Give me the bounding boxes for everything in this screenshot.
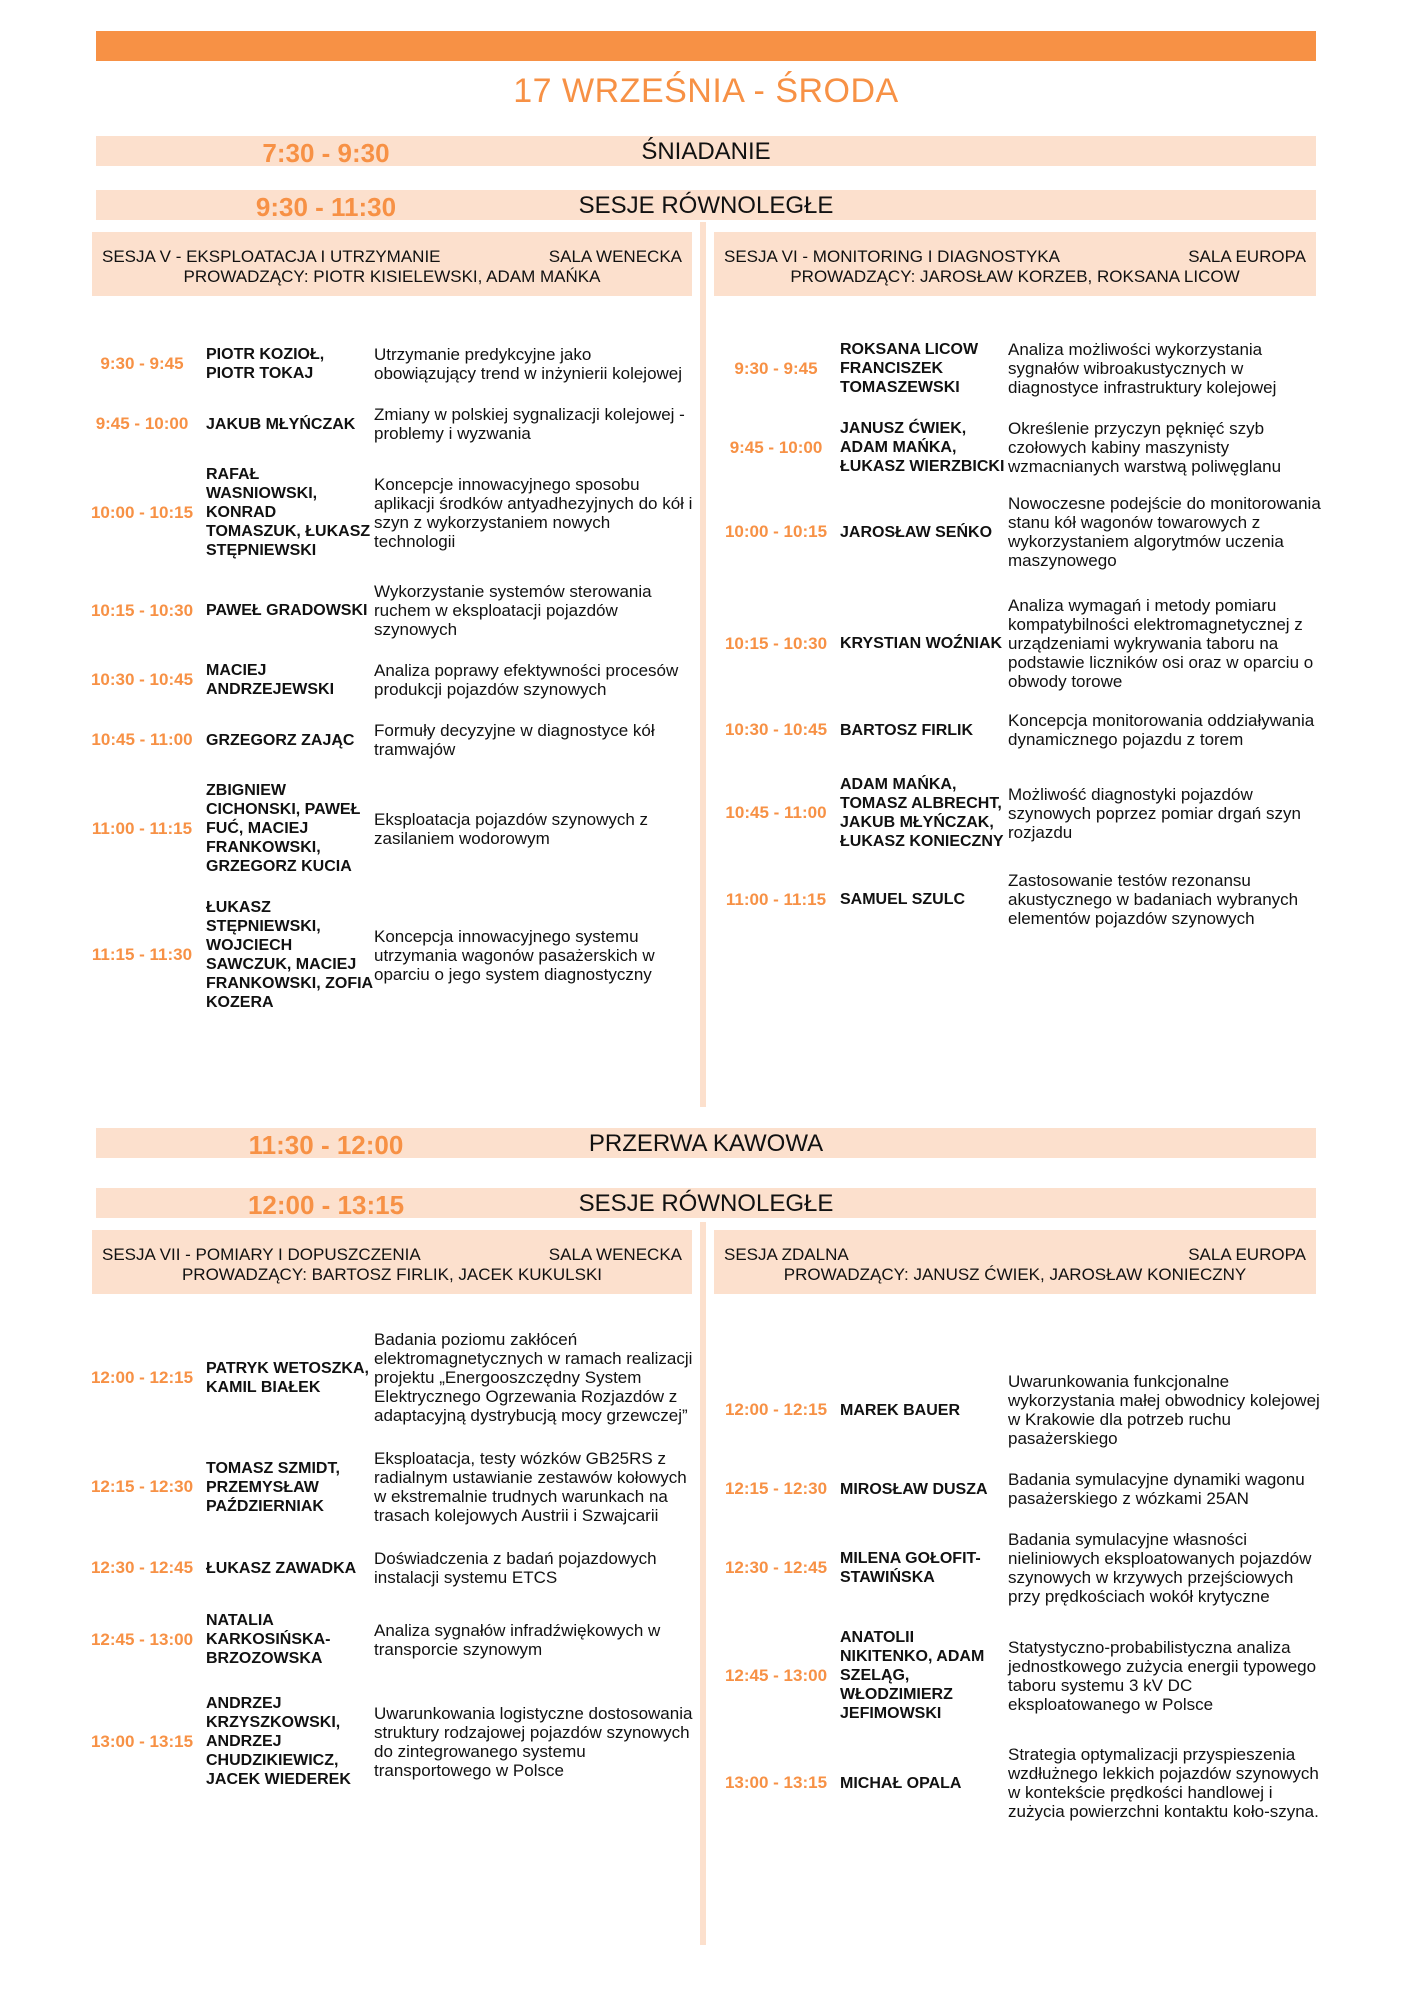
talk-authors: JANUSZ ĆWIEK, ADAM MAŃKA, ŁUKASZ WIERZBICKI	[840, 420, 1005, 475]
talk-time: 10:30 - 10:45	[90, 670, 194, 689]
talk-row	[78, 1330, 696, 1425]
band-time: 11:30 - 12:00	[248, 1130, 404, 1160]
top-accent-bar	[96, 31, 1316, 61]
talk-title: Analiza możliwości wykorzystania sygnałów wibroakustycznych w diagnostyce infrastruktury kolejowej	[1008, 340, 1277, 397]
talk-row	[78, 1549, 696, 1587]
talk-title: Analiza sygnałów infradźwiękowych w transporcie szynowym	[374, 1620, 661, 1659]
talk-title: Eksploatacja pojazdów szynowych z zasilaniem wodorowym	[374, 809, 649, 848]
talk-time: 12:45 - 13:00	[90, 1629, 194, 1649]
talk-time: 13:00 - 13:15	[90, 1731, 194, 1751]
talk-row	[78, 1449, 696, 1525]
talk-title: Nowoczesne podejście do monitorowania stanu kół wagonów towarowych z wykorzystaniem algorytmów uczenia maszynowego	[1008, 494, 1321, 570]
schedule-band-coffee-break	[96, 1128, 1316, 1158]
talk-authors: PAWEŁ GRADOWSKI	[206, 602, 368, 619]
talk-title: Doświadczenia z badań pojazdowych instalacji systemu ETCS	[374, 1549, 657, 1587]
talk-row	[78, 661, 696, 699]
talk-authors: KRYSTIAN WOŹNIAK	[840, 635, 1003, 652]
session-header-remote	[714, 1230, 1316, 1294]
talk-time: 12:00 - 12:15	[90, 1367, 194, 1387]
band-label: ŚNIADANIE	[641, 138, 771, 165]
talk-time: 12:30 - 12:45	[724, 1558, 828, 1577]
talk-authors: BARTOSZ FIRLIK	[840, 721, 974, 739]
talk-time: 10:45 - 11:00	[91, 730, 193, 749]
talk-time: 12:15 - 12:30	[90, 1477, 194, 1496]
talk-row	[712, 1530, 1322, 1606]
talk-row	[78, 582, 696, 639]
talk-authors: ŁUKASZ STĘPNIEWSKI, WOJCIECH SAWCZUK, MACIEJ FRANKOWSKI, ZOFIA KOZERA	[206, 899, 373, 1011]
talk-row	[712, 711, 1322, 749]
session-header-vi	[714, 232, 1316, 296]
talk-row	[712, 1628, 1322, 1723]
talk-row	[712, 596, 1322, 691]
talk-time: 10:00 - 10:15	[724, 522, 828, 541]
talk-authors: JAROSŁAW SEŃKO	[840, 523, 993, 541]
talk-title: Określenie przyczyn pęknięć szyb czołowych kabiny maszynisty wzmacnianych warstwą poliwęglanu	[1008, 419, 1282, 476]
talk-time: 9:30 - 9:45	[100, 354, 184, 373]
talk-row	[78, 465, 696, 560]
talk-authors: RAFAŁ WASNIOWSKI, KONRAD TOMASZUK, ŁUKASZ STĘPNIEWSKI	[206, 466, 371, 559]
session-header-v	[92, 232, 692, 296]
schedule-band-parallel-sessions	[96, 190, 1316, 220]
talk-row	[78, 781, 696, 876]
talk-row	[712, 1745, 1322, 1821]
talk-title: Badania symulacyjne dynamiki wagonu pasażerskiego z wózkami 25AN	[1008, 1470, 1305, 1508]
schedule-band-breakfast	[96, 136, 1316, 166]
session-vi-talks	[712, 340, 1322, 950]
talk-time: 10:30 - 10:45	[724, 720, 828, 739]
talk-title: Możliwość diagnostyki pojazdów szynowych poprzez pomiar drgań szyn rozjazdu	[1008, 784, 1301, 842]
talk-authors: JAKUB MŁYŃCZAK	[206, 415, 356, 433]
talk-title: Uwarunkowania logistyczne dostosowania struktury rodzajowej pojazdów szynowych do zintegrowanego systemu transportowego w Polsce	[374, 1703, 693, 1780]
talk-authors: ADAM MAŃKA, TOMASZ ALBRECHT, JAKUB MŁYŃCZAK, ŁUKASZ KONIECZNY	[840, 776, 1004, 850]
talk-row	[78, 898, 696, 1012]
session-room: SALA WENECKA	[548, 247, 682, 266]
talk-authors: PATRYK WETOSZKA, KAMIL BIAŁEK	[206, 1359, 369, 1396]
session-chairs: PROWADZĄCY: PIOTR KISIELEWSKI, ADAM MAŃKA	[183, 267, 601, 286]
talk-title: Uwarunkowania funkcjonalne wykorzystania małej obwodnicy kolejowej w Krakowie dla potrzeb ruchu pasażerskiego	[1008, 1372, 1320, 1448]
talk-time: 11:15 - 11:30	[91, 945, 193, 964]
talk-title: Koncepcja innowacyjnego systemu utrzymania wagonów pasażerskich w oparciu o jego system diagnostyczny	[374, 926, 655, 984]
talk-title: Zmiany w polskiej sygnalizacji kolejowej - problemy i wyzwania	[374, 405, 685, 443]
talk-row	[78, 405, 696, 443]
talk-time: 12:00 - 12:15	[724, 1400, 828, 1419]
day-title: 17 WRZEŚNIA - ŚRODA	[513, 72, 899, 110]
session-chairs: PROWADZĄCY: BARTOSZ FIRLIK, JACEK KUKULSKI	[181, 1265, 603, 1284]
session-name: SESJA VII - POMIARY I DOPUSZCZENIA	[102, 1245, 421, 1264]
talk-title: Eksploatacja, testy wózków GB25RS z radialnym ustawianie zestawów kołowych w ekstremalnie trudnych warunkach na trasach kolejowych Austrii i Szwajcarii	[374, 1449, 687, 1525]
talk-row	[78, 345, 696, 383]
talk-time: 12:45 - 13:00	[724, 1665, 828, 1685]
band-label: SESJE RÓWNOLEGŁE	[578, 192, 834, 219]
session-remote-talks	[712, 1372, 1322, 1843]
talk-row	[712, 494, 1322, 570]
talk-authors: MIROSŁAW DUSZA	[840, 1480, 988, 1498]
column-divider	[700, 222, 706, 1107]
talk-row	[712, 1372, 1322, 1448]
talk-authors: ANATOLII NIKITENKO, ADAM SZELĄG, WŁODZIMIERZ JEFIMOWSKI	[840, 1629, 985, 1722]
band-time: 12:00 - 13:15	[247, 1190, 405, 1220]
talk-time: 10:00 - 10:15	[90, 502, 194, 522]
talk-row	[712, 340, 1322, 397]
talk-title: Koncepcje innowacyjnego sposobu aplikacji środków antyadhezyjnych do kół i szyn z wykorzystaniem nowych technologii	[374, 474, 693, 551]
schedule-band-parallel-sessions-2	[96, 1188, 1316, 1218]
session-chairs: PROWADZĄCY: JAROSŁAW KORZEB, ROKSANA LICOW	[790, 267, 1240, 286]
talk-title: Badania poziomu zakłóceń elektromagnetycznych w ramach realizacji projektu „Energooszczędny System Elektrycznego Ogrzewania Rozjazdów z adaptacyjną dystrybucją mocy grzewczej”	[374, 1330, 693, 1425]
talk-time: 9:30 - 9:45	[734, 358, 818, 378]
talk-time: 10:15 - 10:30	[90, 600, 194, 620]
talk-authors: MACIEJ ANDRZEJEWSKI	[206, 662, 335, 698]
session-name: SESJA VI - MONITORING I DIAGNOSTYKA	[724, 247, 1060, 266]
talk-authors: SAMUEL SZULC	[840, 891, 966, 908]
talk-row	[712, 775, 1322, 851]
talk-authors: ZBIGNIEW CICHONSKI, PAWEŁ FUĆ, MACIEJ FRANKOWSKI, GRZEGORZ KUCIA	[206, 782, 361, 875]
talk-title: Analiza poprawy efektywności procesów produkcji pojazdów szynowych	[374, 661, 679, 699]
talk-title: Badania symulacyjne własności nieliniowych eksploatowanych pojazdów szynowych w krzywych przejściowych przy prędkościach wokół krytyczne	[1008, 1530, 1312, 1606]
talk-time: 13:00 - 13:15	[724, 1773, 828, 1792]
talk-row	[712, 1470, 1322, 1508]
talk-row	[78, 721, 696, 759]
talk-authors: ANDRZEJ KRZYSZKOWSKI, ANDRZEJ CHUDZIKIEWICZ, JACEK WIEDEREK	[206, 1695, 351, 1788]
talk-authors: TOMASZ SZMIDT, PRZEMYSŁAW PAŹDZIERNIAK	[206, 1459, 340, 1515]
column-divider	[700, 1222, 706, 1945]
talk-title: Utrzymanie predykcyjne jako obowiązujący trend w inżynierii kolejowej	[374, 345, 683, 383]
talk-row	[78, 1694, 696, 1789]
talk-title: Wykorzystanie systemów sterowania ruchem w eksploatacji pojazdów szynowych	[374, 582, 652, 639]
talk-authors: NATALIA KARKOSIŃSKA-BRZOZOWSKA	[206, 1612, 331, 1667]
talk-time: 12:15 - 12:30	[724, 1479, 828, 1498]
talk-row	[712, 871, 1322, 928]
talk-title: Koncepcja monitorowania oddziaływania dynamicznego pojazdu z torem	[1008, 711, 1315, 749]
talk-time: 10:45 - 11:00	[725, 803, 827, 822]
talk-time: 10:15 - 10:30	[724, 633, 828, 653]
session-room: SALA EUROPA	[1188, 247, 1306, 266]
band-time: 9:30 - 11:30	[255, 192, 397, 222]
talk-authors: GRZEGORZ ZAJĄC	[206, 731, 355, 749]
talk-title: Zastosowanie testów rezonansu akustycznego w badaniach wybranych elementów pojazdów szynowych	[1008, 871, 1299, 928]
talk-authors: MILENA GOŁOFIT-STAWIŃSKA	[840, 1550, 981, 1586]
talk-authors: MICHAŁ OPALA	[840, 1774, 962, 1792]
talk-row	[712, 419, 1322, 476]
talk-time: 11:00 - 11:15	[725, 889, 827, 909]
session-chairs: PROWADZĄCY: JANUSZ ĆWIEK, JAROSŁAW KONIECZNY	[783, 1265, 1247, 1284]
session-vii-talks	[78, 1330, 696, 1813]
session-name: SESJA ZDALNA	[724, 1245, 849, 1264]
talk-title: Formuły decyzyjne w diagnostyce kół tramwajów	[374, 721, 655, 759]
session-room: SALA WENECKA	[548, 1245, 682, 1264]
session-name: SESJA V - EKSPLOATACJA I UTRZYMANIE	[102, 247, 441, 266]
talk-time: 11:00 - 11:15	[91, 818, 193, 838]
talk-authors: ROKSANA LICOW FRANCISZEK TOMASZEWSKI	[840, 341, 979, 396]
session-v-talks	[78, 345, 696, 1034]
session-room: SALA EUROPA	[1188, 1245, 1306, 1264]
talk-row	[78, 1611, 696, 1668]
talk-title: Statystyczno-probabilistyczna analiza jednostkowego zużycia energii typowego taboru systemu 3 kV DC eksploatowanego w Polsce	[1008, 1637, 1317, 1714]
band-label: SESJE RÓWNOLEGŁE	[578, 1190, 834, 1217]
talk-time: 9:45 - 10:00	[729, 437, 823, 457]
talk-title: Strategia optymalizacji przyspieszenia wzdłużnego lekkich pojazdów szynowych w kontekście prędkości handlowej i zużycia powierzchni kontaktu koło-szyna.	[1008, 1745, 1319, 1821]
session-header-vii	[92, 1230, 692, 1294]
talk-authors: PIOTR KOZIOŁ, PIOTR TOKAJ	[206, 346, 325, 382]
band-time: 7:30 - 9:30	[262, 138, 390, 168]
talk-title: Analiza wymagań i metody pomiaru kompatybilności elektromagnetycznej z urządzeniami wykrywania taboru na podstawie liczników osi oraz w oparciu o obwody torowe	[1008, 596, 1314, 691]
band-label: PRZERWA KAWOWA	[588, 1130, 824, 1157]
talk-authors: MAREK BAUER	[840, 1401, 960, 1419]
talk-time: 12:30 - 12:45	[90, 1558, 194, 1577]
talk-authors: ŁUKASZ ZAWADKA	[206, 1559, 357, 1577]
talk-time: 9:45 - 10:00	[95, 414, 189, 433]
